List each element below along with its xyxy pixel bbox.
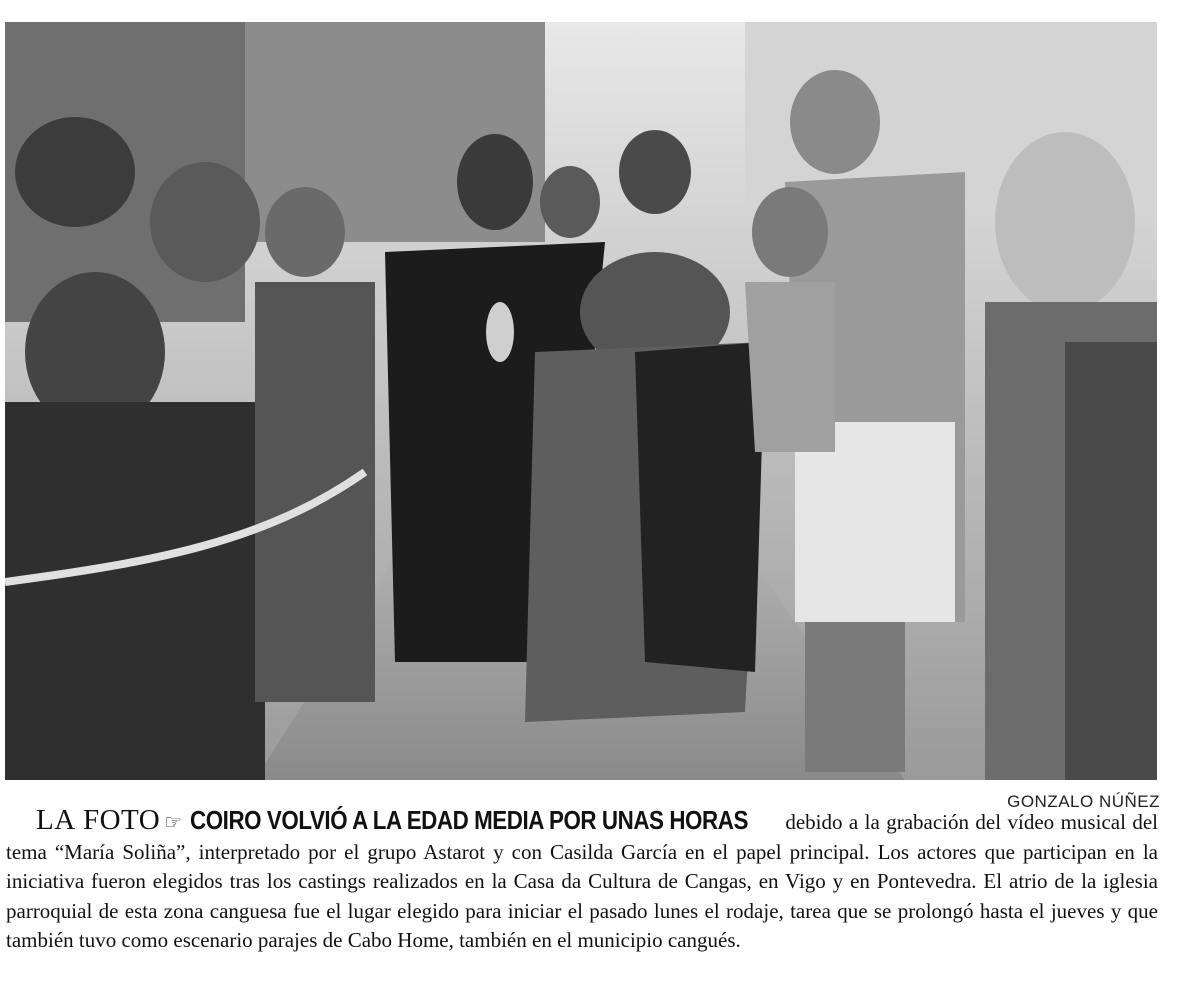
news-photo xyxy=(5,22,1157,780)
pointing-hand-icon: ☞ xyxy=(164,810,183,834)
photo-illustration xyxy=(5,22,1157,780)
caption-body: debido a la grabación del vídeo musical del tema “María Soliña”, interpretado por el grupo Astarot y con Casilda García en el papel principal. Los actores que participan en la iniciativa fueron elegidos tras los castings realizados en la Casa da Cultura de Cangas, en Vigo y en Pontevedra. El atrio de la iglesia parroquial de esta zona canguesa fue el lugar elegido para iniciar el pasado lunes el rodaje, tarea que se prolongó hasta el jueves y que también tuvo como escenario parajes de Cabo Home, también en el municipio cangués. xyxy=(6,810,1158,952)
caption-headline: COIRO VOLVIÓ A LA EDAD MEDIA POR UNAS HORAS xyxy=(190,805,749,835)
photo-credit: GONZALO NÚÑEZ xyxy=(1007,792,1160,811)
photo-caption xyxy=(6,806,1158,956)
caption-lead: LA FOTO xyxy=(36,804,161,836)
